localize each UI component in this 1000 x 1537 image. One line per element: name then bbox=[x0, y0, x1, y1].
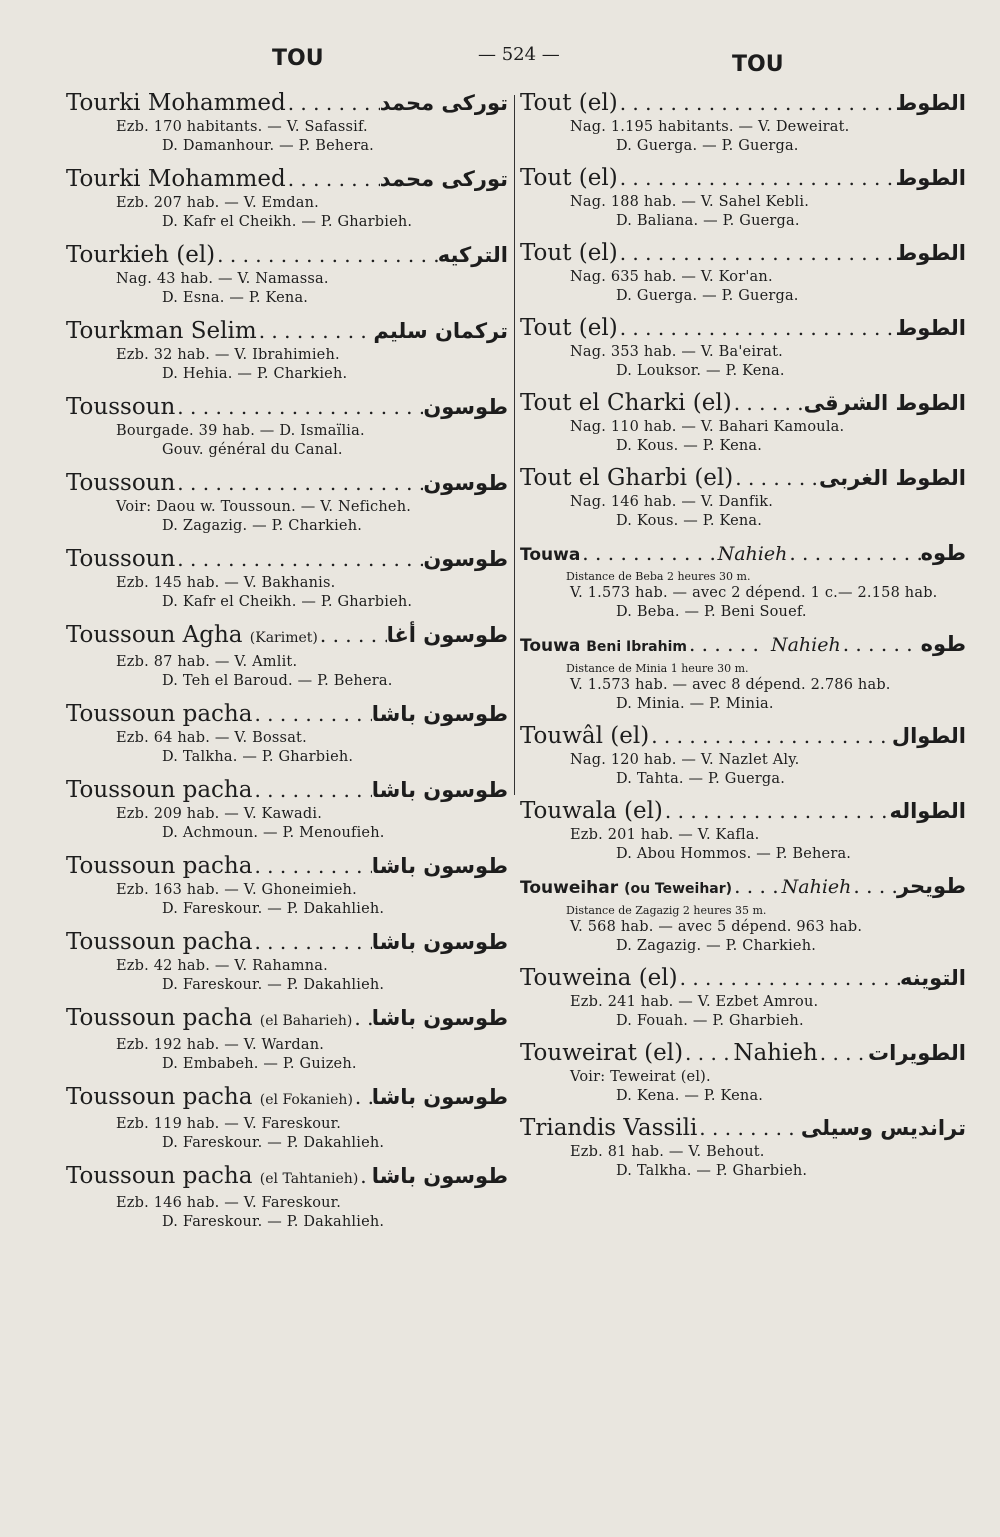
leader-dots bbox=[175, 392, 423, 422]
entry-population-line: Ezb. 207 hab. — V. Emdan. bbox=[116, 195, 319, 211]
arabic-name: الطوط الغربى bbox=[819, 466, 966, 490]
arabic-name: طويحر bbox=[896, 874, 966, 898]
entry-district-line: D. Beba. — P. Beni Souef. bbox=[616, 604, 807, 620]
gazetteer-entry bbox=[520, 963, 966, 1031]
gazetteer-entry bbox=[66, 164, 508, 232]
entry-district-line: D. Talkha. — P. Gharbieh. bbox=[162, 749, 354, 765]
entry-heading bbox=[520, 871, 966, 904]
place-name: Toussoun pacha bbox=[66, 1163, 253, 1189]
leader-dots bbox=[252, 699, 371, 729]
running-head-left: TOU bbox=[272, 46, 324, 71]
entry-district-line: D. Louksor. — P. Kena. bbox=[616, 363, 785, 379]
entry-district-line: D. Damanhour. — P. Behera. bbox=[162, 138, 374, 154]
entry-name bbox=[520, 88, 618, 118]
gazetteer-entry bbox=[520, 463, 966, 531]
entry-population-line: Nag. 120 hab. — V. Nazlet Aly. bbox=[570, 752, 800, 768]
entry-heading bbox=[66, 1161, 508, 1194]
leader-dots bbox=[687, 629, 767, 659]
entry-name bbox=[520, 388, 732, 418]
entry-heading bbox=[66, 544, 508, 574]
entry-population-line: Nag. 110 hab. — V. Bahari Kamoula. bbox=[570, 419, 845, 435]
entry-heading bbox=[520, 963, 966, 993]
entry-name bbox=[520, 631, 687, 662]
entry-heading bbox=[520, 721, 966, 751]
entry-district-line: D. Kafr el Cheikh. — P. Gharbieh. bbox=[162, 594, 413, 610]
entry-population-line: V. 1.573 hab. — avec 2 dépend. 1 c.— 2.158 hab. bbox=[570, 585, 938, 601]
entry-district-line: D. Kous. — P. Kena. bbox=[616, 438, 763, 454]
entry-heading bbox=[66, 775, 508, 805]
entry-name bbox=[66, 316, 257, 346]
entry-district-line: D. Fareskour. — P. Dakahlieh. bbox=[162, 1214, 385, 1230]
entry-name bbox=[66, 851, 252, 881]
distance-note: Distance de Beba 2 heures 30 m. bbox=[566, 570, 751, 583]
entry-name bbox=[520, 238, 618, 268]
place-name: Toussoun pacha bbox=[66, 1005, 253, 1031]
entry-name bbox=[520, 163, 618, 193]
entry-name bbox=[66, 1082, 353, 1115]
leader-dots bbox=[353, 1082, 372, 1112]
gazetteer-entry bbox=[520, 1038, 966, 1106]
entry-population-line: Voir: Teweirat (el). bbox=[570, 1069, 711, 1085]
place-name: Tourkman Selim bbox=[66, 318, 257, 344]
leader-dots bbox=[618, 313, 896, 343]
place-name: Toussoun pacha bbox=[66, 1084, 253, 1110]
entry-population-line: Ezb. 146 hab. — V. Fareskour. bbox=[116, 1195, 342, 1211]
name-qualifier: (Karimet) bbox=[249, 630, 318, 646]
arabic-name: طوه bbox=[920, 632, 966, 656]
entry-district-line: D. Hehia. — P. Charkieh. bbox=[162, 366, 348, 382]
leader-dots bbox=[649, 721, 892, 751]
entry-heading bbox=[66, 1082, 508, 1115]
place-name: Toussoun pacha bbox=[66, 777, 253, 803]
place-name: Touwa bbox=[520, 636, 581, 656]
entry-population-line: Ezb. 87 hab. — V. Amlit. bbox=[116, 654, 298, 670]
leader-dots bbox=[732, 871, 778, 901]
entry-name bbox=[66, 775, 252, 805]
arabic-name: الطوط bbox=[895, 241, 966, 265]
place-name: Toussoun pacha bbox=[66, 929, 253, 955]
entry-heading bbox=[520, 163, 966, 193]
distance-note: Distance de Zagazig 2 heures 35 m. bbox=[566, 904, 767, 917]
entry-population-line: Nag. 353 hab. — V. Ba'eirat. bbox=[570, 344, 783, 360]
arabic-name: طوه bbox=[920, 541, 966, 565]
entry-district-line: Gouv. général du Canal. bbox=[162, 442, 343, 458]
entry-name bbox=[66, 927, 252, 957]
entry-district-line: D. Kous. — P. Kena. bbox=[616, 513, 763, 529]
right-column bbox=[520, 88, 966, 1188]
leader-dots bbox=[663, 796, 890, 826]
entry-name bbox=[66, 1161, 358, 1194]
leader-dots bbox=[358, 1161, 371, 1191]
entry-heading bbox=[520, 1113, 966, 1143]
gazetteer-entry bbox=[520, 1113, 966, 1181]
place-name: Toussoun Agha bbox=[66, 622, 243, 648]
gazetteer-entry bbox=[66, 1003, 508, 1074]
entry-heading bbox=[520, 796, 966, 826]
name-qualifier: (ou Teweihar) bbox=[624, 881, 733, 897]
leader-dots bbox=[618, 238, 896, 268]
entry-district-line: D. Guerga. — P. Guerga. bbox=[616, 138, 799, 154]
place-name: Tout el Gharbi (el) bbox=[520, 465, 734, 491]
arabic-name: طوسون باشا bbox=[371, 702, 508, 726]
leader-dots bbox=[851, 871, 897, 901]
entry-population-line: Bourgade. 39 hab. — D. Ismaïlia. bbox=[116, 423, 365, 439]
entry-district-line: D. Zagazig. — P. Charkieh. bbox=[162, 518, 363, 534]
gazetteer-entry bbox=[66, 392, 508, 460]
gazetteer-entry bbox=[66, 927, 508, 995]
arabic-name: طوسون باشا bbox=[371, 1085, 508, 1109]
place-name: Toussoun pacha bbox=[66, 853, 253, 879]
entry-heading bbox=[520, 88, 966, 118]
entry-heading bbox=[66, 392, 508, 422]
entry-population-line: Nag. 43 hab. — V. Namassa. bbox=[116, 271, 329, 287]
arabic-name: طوسون باشا bbox=[371, 854, 508, 878]
entry-name bbox=[66, 544, 175, 574]
entry-population-line: Ezb. 241 hab. — V. Ezbet Amrou. bbox=[570, 994, 819, 1010]
entry-district-line: D. Minia. — P. Minia. bbox=[616, 696, 774, 712]
entry-heading bbox=[66, 699, 508, 729]
leader-dots bbox=[252, 927, 371, 957]
entry-population-line: Ezb. 64 hab. — V. Bossat. bbox=[116, 730, 307, 746]
entry-population-line: Nag. 188 hab. — V. Sahel Kebli. bbox=[570, 194, 809, 210]
entry-heading bbox=[66, 927, 508, 957]
entry-population-line: Ezb. 145 hab. — V. Bakhanis. bbox=[116, 575, 336, 591]
entry-name bbox=[66, 392, 175, 422]
place-name: Touwala (el) bbox=[520, 798, 663, 824]
leader-dots bbox=[841, 629, 921, 659]
entry-population-line: Ezb. 209 hab. — V. Kawadi. bbox=[116, 806, 323, 822]
entry-name bbox=[520, 796, 663, 826]
leader-dots bbox=[697, 1113, 801, 1143]
entry-name bbox=[66, 240, 215, 270]
entry-district-line: D. Achmoun. — P. Menoufieh. bbox=[162, 825, 385, 841]
running-head-right: TOU bbox=[732, 52, 784, 77]
entry-district-line: D. Tahta. — P. Guerga. bbox=[616, 771, 786, 787]
name-qualifier: (el Baharieh) bbox=[259, 1013, 353, 1029]
entry-kind: Nahieh bbox=[733, 1040, 818, 1066]
entry-heading bbox=[66, 316, 508, 346]
entry-name bbox=[520, 873, 732, 904]
entry-district-line: D. Abou Hommos. — P. Behera. bbox=[616, 846, 852, 862]
arabic-name: الطوط الشرقى bbox=[803, 391, 966, 415]
place-name: Touweirat (el) bbox=[520, 1040, 684, 1066]
leader-dots bbox=[318, 620, 387, 650]
arabic-name: توركى محمد bbox=[379, 167, 508, 191]
entry-name bbox=[66, 620, 318, 653]
arabic-name: تركمان سليم bbox=[373, 319, 508, 343]
entry-name bbox=[66, 468, 175, 498]
entry-kind: Nahieh bbox=[717, 543, 788, 565]
place-name: Touwa bbox=[520, 545, 581, 565]
entry-population-line: Nag. 1.195 habitants. — V. Deweirat. bbox=[570, 119, 850, 135]
arabic-name: الطويرات bbox=[868, 1041, 966, 1065]
entry-name bbox=[520, 313, 618, 343]
place-name: Tout (el) bbox=[520, 315, 618, 341]
gazetteer-entry bbox=[66, 699, 508, 767]
arabic-name: طوسون bbox=[423, 395, 508, 419]
entry-heading bbox=[520, 463, 966, 493]
entry-population-line: Ezb. 42 hab. — V. Rahamna. bbox=[116, 958, 328, 974]
leader-dots bbox=[818, 1038, 868, 1068]
entry-population-line: Ezb. 170 habitants. — V. Safassif. bbox=[116, 119, 368, 135]
gazetteer-entry bbox=[66, 240, 508, 308]
column-divider bbox=[514, 95, 515, 795]
entry-name bbox=[520, 963, 678, 993]
entry-district-line: D. Zagazig. — P. Charkieh. bbox=[616, 938, 817, 954]
arabic-name: الطوط bbox=[895, 316, 966, 340]
leader-dots bbox=[618, 88, 896, 118]
gazetteer-entry bbox=[66, 544, 508, 612]
entry-district-line: D. Talkha. — P. Gharbieh. bbox=[616, 1163, 808, 1179]
leader-dots bbox=[733, 463, 819, 493]
gazetteer-entry bbox=[66, 775, 508, 843]
entry-district-line: D. Fareskour. — P. Dakahlieh. bbox=[162, 1135, 385, 1151]
gazetteer-entry bbox=[66, 1161, 508, 1232]
gazetteer-entry bbox=[520, 871, 966, 956]
arabic-name: التركيه bbox=[437, 243, 508, 267]
leader-dots bbox=[732, 388, 804, 418]
gazetteer-entry bbox=[66, 88, 508, 156]
entry-district-line: D. Guerga. — P. Guerga. bbox=[616, 288, 799, 304]
name-qualifier: (el Tahtanieh) bbox=[259, 1171, 359, 1187]
place-name: Tout (el) bbox=[520, 165, 618, 191]
gazetteer-entry bbox=[520, 313, 966, 381]
arabic-name: طوسون أغا bbox=[386, 623, 508, 647]
entry-population-line: Ezb. 163 hab. — V. Ghoneimieh. bbox=[116, 882, 357, 898]
leader-dots bbox=[252, 851, 371, 881]
gazetteer-entry bbox=[66, 468, 508, 536]
distance-note: Distance de Minia 1 heure 30 m. bbox=[566, 662, 749, 675]
entry-district-line: D. Fareskour. — P. Dakahlieh. bbox=[162, 901, 385, 917]
entry-name bbox=[66, 1003, 352, 1036]
arabic-name: ترانديس وسيلى bbox=[800, 1116, 966, 1140]
entry-population-line: Ezb. 192 hab. — V. Wardan. bbox=[116, 1037, 325, 1053]
page-number: — 524 — bbox=[478, 44, 560, 65]
place-name: Tout el Charki (el) bbox=[520, 390, 732, 416]
entry-kind: Nahieh bbox=[770, 634, 841, 656]
entry-population-line: Voir: Daou w. Toussoun. — V. Neficheh. bbox=[116, 499, 412, 515]
entry-name bbox=[66, 164, 286, 194]
gazetteer-entry bbox=[520, 796, 966, 864]
place-name: Touweihar bbox=[520, 878, 619, 898]
gazetteer-entry bbox=[520, 388, 966, 456]
leader-dots bbox=[580, 538, 713, 568]
place-name: Touwâl (el) bbox=[520, 723, 650, 749]
entry-heading bbox=[66, 851, 508, 881]
entry-heading bbox=[66, 468, 508, 498]
arabic-name: طوسون باشا bbox=[371, 930, 508, 954]
leader-dots bbox=[352, 1003, 371, 1033]
gazetteer-entry bbox=[520, 238, 966, 306]
arabic-name: الطواله bbox=[889, 799, 966, 823]
name-qualifier: (el Fokanieh) bbox=[259, 1092, 353, 1108]
leader-dots bbox=[257, 316, 374, 346]
entry-population-line: Ezb. 32 hab. — V. Ibrahimieh. bbox=[116, 347, 340, 363]
name-qualifier: Beni Ibrahim bbox=[586, 639, 687, 655]
leader-dots bbox=[252, 775, 371, 805]
entry-heading bbox=[520, 313, 966, 343]
leader-dots bbox=[618, 163, 896, 193]
place-name: Toussoun bbox=[66, 470, 176, 496]
entry-heading bbox=[66, 240, 508, 270]
entry-heading bbox=[520, 1038, 966, 1068]
gazetteer-entry bbox=[520, 721, 966, 789]
entry-population-line: Ezb. 201 hab. — V. Kafla. bbox=[570, 827, 760, 843]
entry-district-line: D. Teh el Baroud. — P. Behera. bbox=[162, 673, 393, 689]
gazetteer-entry bbox=[520, 538, 966, 622]
entry-district-line: D. Kafr el Cheikh. — P. Gharbieh. bbox=[162, 214, 413, 230]
page-header bbox=[0, 40, 1000, 80]
place-name: Touweina (el) bbox=[520, 965, 678, 991]
arabic-name: طوسون bbox=[423, 471, 508, 495]
arabic-name: طوسون باشا bbox=[371, 1164, 508, 1188]
entry-district-line: D. Fareskour. — P. Dakahlieh. bbox=[162, 977, 385, 993]
gazetteer-entry bbox=[66, 851, 508, 919]
gazetteer-entry bbox=[520, 88, 966, 156]
gazetteer-entry bbox=[66, 620, 508, 691]
entry-population-line: Nag. 146 hab. — V. Danfik. bbox=[570, 494, 774, 510]
leader-dots bbox=[683, 1038, 733, 1068]
arabic-name: طوسون باشا bbox=[371, 1006, 508, 1030]
place-name: Toussoun bbox=[66, 394, 176, 420]
place-name: Toussoun bbox=[66, 546, 176, 572]
leader-dots bbox=[215, 240, 438, 270]
arabic-name: طوسون باشا bbox=[371, 778, 508, 802]
left-column bbox=[66, 88, 508, 1240]
entry-name bbox=[66, 88, 286, 118]
place-name: Toussoun pacha bbox=[66, 701, 253, 727]
arabic-name: التوينه bbox=[899, 966, 966, 990]
entry-heading bbox=[66, 620, 508, 653]
arabic-name: طوسون bbox=[423, 547, 508, 571]
place-name: Tout (el) bbox=[520, 90, 618, 116]
leader-dots bbox=[678, 963, 900, 993]
gazetteer-entry bbox=[520, 163, 966, 231]
arabic-name: الطوط bbox=[895, 166, 966, 190]
entry-population-line: Ezb. 81 hab. — V. Behout. bbox=[570, 1144, 765, 1160]
entry-kind: Nahieh bbox=[781, 876, 852, 898]
place-name: Tourkieh (el) bbox=[66, 242, 216, 268]
entry-heading bbox=[66, 164, 508, 194]
entry-heading bbox=[520, 629, 966, 662]
leader-dots bbox=[787, 538, 920, 568]
entry-district-line: D. Embabeh. — P. Guizeh. bbox=[162, 1056, 357, 1072]
place-name: Triandis Vassili bbox=[520, 1115, 698, 1141]
entry-population-line: Ezb. 119 hab. — V. Fareskour. bbox=[116, 1116, 342, 1132]
entry-name bbox=[520, 540, 580, 570]
leader-dots bbox=[286, 164, 380, 194]
arabic-name: الطوال bbox=[891, 724, 966, 748]
entry-population-line: V. 1.573 hab. — avec 8 dépend. 2.786 hab. bbox=[570, 677, 891, 693]
arabic-name: الطوط bbox=[895, 91, 966, 115]
entry-name bbox=[520, 1038, 683, 1068]
entry-population-line: V. 568 hab. — avec 5 dépend. 963 hab. bbox=[570, 919, 863, 935]
gazetteer-entry bbox=[520, 629, 966, 714]
entry-heading bbox=[66, 88, 508, 118]
entry-name bbox=[520, 463, 733, 493]
gazetteer-entry bbox=[66, 316, 508, 384]
leader-dots bbox=[175, 544, 423, 574]
entry-heading bbox=[520, 238, 966, 268]
entry-population-line: Nag. 635 hab. — V. Kor'an. bbox=[570, 269, 773, 285]
entry-heading bbox=[520, 538, 966, 570]
entry-district-line: D. Esna. — P. Kena. bbox=[162, 290, 309, 306]
gazetteer-entry bbox=[66, 1082, 508, 1153]
entry-name bbox=[66, 699, 252, 729]
entry-name bbox=[520, 721, 649, 751]
entry-name bbox=[520, 1113, 697, 1143]
entry-district-line: D. Kena. — P. Kena. bbox=[616, 1088, 764, 1104]
leader-dots bbox=[286, 88, 380, 118]
place-name: Tourki Mohammed bbox=[66, 90, 286, 116]
arabic-name: توركى محمد bbox=[379, 91, 508, 115]
place-name: Tout (el) bbox=[520, 240, 618, 266]
entry-district-line: D. Fouah. — P. Gharbieh. bbox=[616, 1013, 804, 1029]
entry-district-line: D. Baliana. — P. Guerga. bbox=[616, 213, 800, 229]
leader-dots bbox=[175, 468, 423, 498]
entry-heading bbox=[520, 388, 966, 418]
place-name: Tourki Mohammed bbox=[66, 166, 286, 192]
entry-heading bbox=[66, 1003, 508, 1036]
